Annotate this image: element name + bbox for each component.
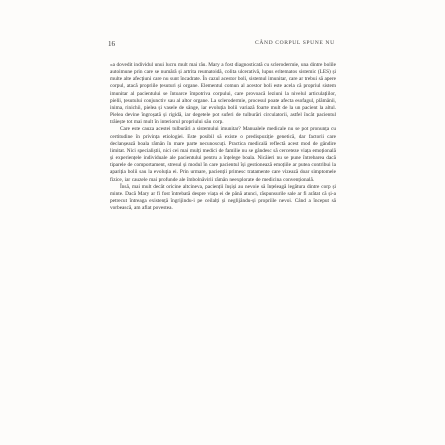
page-number: 16 xyxy=(108,40,115,48)
body-text xyxy=(110,62,336,362)
paragraph: «a dovedit individul unui lucru mult mai rău. Mary a fost diagnosticată cu sclerodermie, una dintre bolile autoimune prin care se numără și artrita reumatoidă, colita ulcerativă, lupus eritematos sistemic (LES) și multe alte afecțiuni care nu sunt încadrate. În cazul acestor boli, sistemul imunitar, care ar trebui să apere corpul, atacă propriile țesuturi și organe. Elementul comun al acestor boli este acela că propriul sistem imunitar al pacientului se întoarce împotriva corpului, care provoacă leziuni la nivelul articulațiilor, pielii, țesutului conjunctiv sau al altor organe. La sclerodermie, procesul poate afecta esofagul, plămânii, inima, rinichii, pielea și vasele de sânge, iar evoluția bolii variază foarte mult de la un pacient la altul. Pielea devine îngroșată și rigidă, iar degetele pot suferi de tulburări circulatorii, astfel încât pacientul trăiește tot mai mult în interiorul propriului său corp. xyxy=(110,62,336,126)
paragraph: Care este cauza acestei tulburări a sistemului imunitar? Manualele medicale nu se pot pronunța cu certitudine în privința etiologiei. Este posibil să existe o predispoziție genetică, dar factorii care declanșează boala rămân în mare parte necunoscuți. Practica medicală reflectă acest mod de gândire limitat. Nici specialiștii, nici cei mai mulți medici de familie nu se gândesc să cerceteze viața emoțională și experiențele individuale ale pacientului pentru a înțelege boala. Nicăieri nu se pune întrebarea dacă tiparele de comportament, stresul și modul în care pacientul își gestionează emoțiile ar putea contribui la apariția bolii sau la evoluția ei. Prin urmare, pacienții primesc tratamente care vizează doar simptomele fizice, iar cauzele mai profunde ale îmbolnăvirii rămân neexplorate de medicina convențională. xyxy=(110,126,336,183)
running-head: CÂND CORPUL SPUNE NU xyxy=(255,40,335,46)
paragraph: Însă, mai mult decât oricine altcineva, pacienții înșiși au nevoie să înțeleagă legătura dintre corp și minte. Dacă Mary ar fi fost întrebată despre viața ei de până atunci, răspunsurile sale ar fi arătat că și-a petrecut întreaga existență îngrijindu-i pe ceilalți și neglijându-și propriile nevoi. Când a început să vorbească, am aflat povestea. xyxy=(110,183,336,212)
